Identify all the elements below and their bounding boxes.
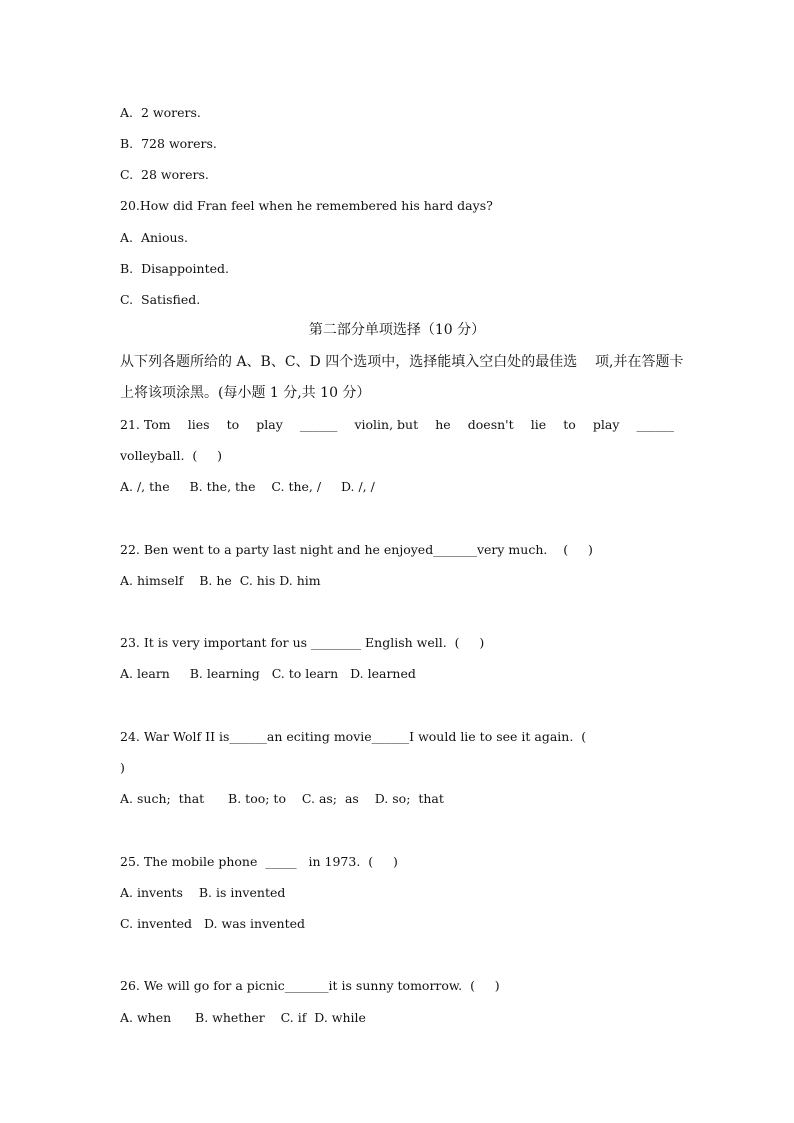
q22-options: A. himself B. he C. his D. him bbox=[120, 573, 321, 588]
q25-options-line1: A. invents B. is invented bbox=[120, 885, 286, 900]
q21-word: to bbox=[226, 417, 240, 432]
q19-option-c: C. 28 worers. bbox=[120, 167, 209, 182]
q25-options-line2: C. invented D. was invented bbox=[120, 916, 306, 931]
q21-word: play bbox=[592, 417, 620, 432]
q21-word: he bbox=[435, 417, 451, 432]
q20-option-b: B. Disappointed. bbox=[120, 261, 229, 276]
q25-stem: 25. The mobile phone _____ in 1973. ( ) bbox=[120, 854, 398, 869]
q20-option-c: C. Satisfied. bbox=[120, 292, 201, 307]
q19-option-a: A. 2 worers. bbox=[120, 105, 201, 120]
q23-options: A. learn B. learning C. to learn D. learned bbox=[120, 666, 416, 681]
q20-stem: 20.How did Fran feel when he remembered his hard days? bbox=[120, 198, 493, 213]
q24-options: A. such; that B. too; to C. as; as D. so; that bbox=[120, 791, 444, 806]
q26-options: A. when B. whether C. if D. while bbox=[120, 1010, 366, 1025]
q21-word: play bbox=[256, 417, 283, 432]
q21-word: lie bbox=[530, 417, 547, 432]
q21-options: A. /, the B. the, the C. the, / D. /, / bbox=[120, 479, 375, 494]
q21-blank: ______ bbox=[636, 417, 674, 432]
section-instruction-line1: 从下列各题所给的 A、B、C、D 四个选项中，选择能填入空白处的最佳选 项,并在答题卡 bbox=[120, 354, 684, 370]
q21-blank: ______ bbox=[299, 417, 338, 432]
q21-word: violin, but bbox=[354, 417, 419, 432]
q19-option-b: B. 728 worers. bbox=[120, 136, 217, 151]
q21-word: lies bbox=[187, 417, 210, 432]
q21-word: doesn't bbox=[467, 417, 514, 432]
q24-stem-line2: ) bbox=[120, 760, 125, 775]
q26-stem: 26. We will go for a picnic_______it is sunny tomorrow. ( ) bbox=[120, 978, 500, 993]
q24-stem: 24. War Wolf II is______an eciting movie______I would lie to see it again. ( bbox=[120, 729, 587, 744]
q21-word: 21. Tom bbox=[120, 417, 171, 432]
q21-stem bbox=[120, 417, 674, 433]
q23-stem: 23. It is very important for us ________ English well. ( ) bbox=[120, 635, 485, 650]
q21-stem-line2: volleyball. ( ) bbox=[120, 448, 223, 463]
q20-option-a: A. Anious. bbox=[120, 230, 188, 245]
section-instruction-line2: 上将该项涂黑。(每小题 1 分,共 10 分） bbox=[120, 385, 371, 401]
q22-stem: 22. Ben went to a party last night and he enjoyed_______very much. ( ) bbox=[120, 542, 593, 557]
section-title: 第二部分单项选择（10 分） bbox=[308, 322, 486, 338]
q21-word: to bbox=[563, 417, 576, 432]
